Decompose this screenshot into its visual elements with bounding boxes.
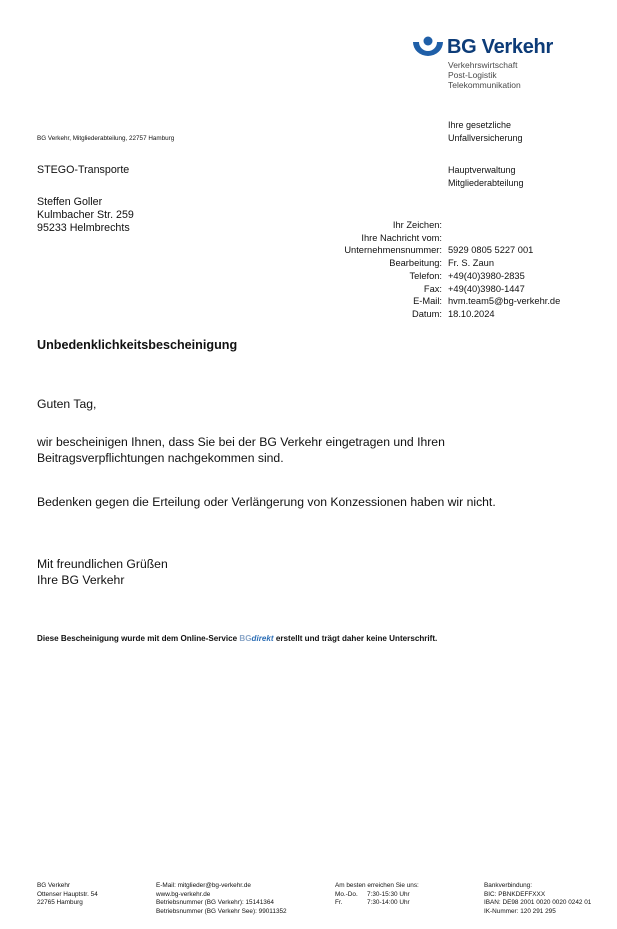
document-title: Unbedenklichkeitsbescheinigung (37, 338, 238, 352)
department-label: Hauptverwaltung Mitgliederabteilung (448, 165, 524, 188)
logo-line: Telekommunikation (448, 80, 521, 90)
insurance-label: Ihre gesetzliche Unfallversicherung (448, 120, 523, 143)
footer-hours: Am besten erreichen Sie uns: Mo.-Do. 7:30-15:30 Uhr Fr. 7:30-14:00 Uhr (335, 882, 419, 907)
online-service-note: Diese Bescheinigung wurde mit dem Online-Service BGdirekt erstellt und trägt daher keine Unterschrift. (37, 634, 438, 643)
paragraph-concessions: Bedenken gegen die Erteilung oder Verlängerung von Konzessionen haben wir nicht. (37, 495, 496, 509)
reference-value: +49(40)3980-1447 (448, 283, 525, 294)
reference-label: Fax: (423, 283, 442, 294)
footer-bank: Bankverbindung: BIC: PBNKDEFFXXX IBAN: DE98 2001 0020 0020 0242 01 IK-Nummer: 120 291 295 (484, 882, 592, 915)
reference-value: hvm.team5@bg-verkehr.de (448, 296, 561, 307)
reference-value: +49(40)3980-2835 (448, 270, 525, 281)
reference-value: 18.10.2024 (448, 308, 495, 319)
footer-contact: E-Mail: mitglieder@bg-verkehr.de www.bg-verkehr.de Betriebsnummer (BG Verkehr): 15141364 Betriebsnummer (BG Verkehr See): 99011352 (156, 882, 287, 915)
recipient-address (37, 196, 134, 235)
bg-verkehr-logo (411, 36, 571, 92)
recipient-name: Steffen Goller (37, 196, 103, 208)
reference-label: Ihre Nachricht vom: (361, 232, 442, 243)
bg-emblem-icon (411, 36, 445, 66)
reference-label: E-Mail: (413, 296, 442, 307)
logo-line: Verkehrswirtschaft (448, 60, 518, 70)
closing: Mit freundlichen Grüßen Ihre BG Verkehr (37, 557, 168, 587)
greeting: Guten Tag, (37, 397, 97, 411)
logo-name: BG Verkehr (447, 36, 553, 58)
reference-label: Datum: (412, 308, 442, 319)
sender-line: BG Verkehr, Mitgliederabteilung, 22757 Hamburg (37, 135, 175, 142)
reference-label: Telefon: (409, 270, 442, 281)
reference-label: Ihr Zeichen: (392, 220, 442, 230)
recipient-city: 95233 Helmbrechts (37, 222, 130, 234)
bgdirekt-logo: BGdirekt (239, 634, 274, 643)
recipient-company: STEGO-Transporte (37, 164, 130, 176)
recipient-street: Kulmbacher Str. 259 (37, 209, 134, 221)
footer-address: BG Verkehr Ottenser Hauptstr. 54 22765 Hamburg (37, 882, 98, 907)
paragraph-certification: wir bescheinigen Ihnen, dass Sie bei der BG Verkehr eingetragen und Ihren Beitragsverpflichtungen nachgekommen sind. (37, 435, 445, 465)
reference-label: Unternehmensnummer: (344, 245, 442, 256)
reference-value: Fr. S. Zaun (448, 258, 494, 269)
logo-line: Post-Logistik (448, 70, 497, 80)
reference-block (300, 219, 610, 329)
reference-label: Bearbeitung: (389, 258, 442, 269)
reference-value: 5929 0805 5227 001 (448, 245, 534, 256)
